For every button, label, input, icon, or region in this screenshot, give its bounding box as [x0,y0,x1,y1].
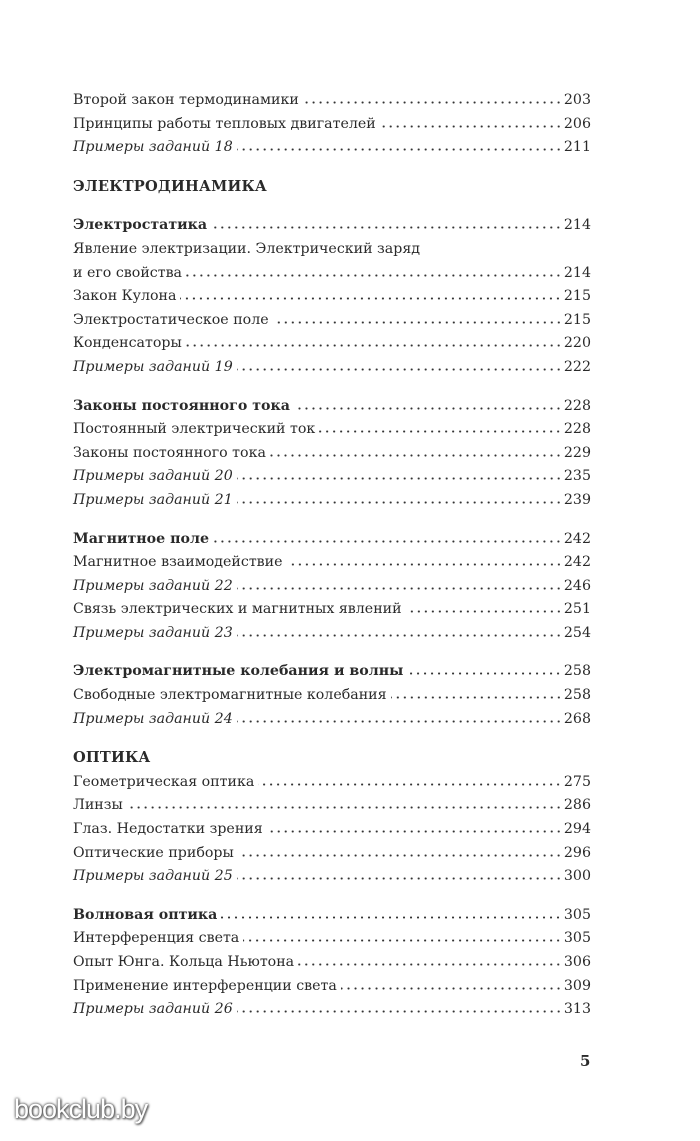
toc-entry [73,622,591,646]
toc-entry [73,489,591,513]
entry-title: Глаз. Недостатки зрения [73,821,263,838]
entry-page: 268 [563,710,591,727]
entry-page: 214 [563,217,591,234]
entry-page: 251 [563,601,591,618]
leader-dots [221,916,562,919]
toc-entry [73,418,591,442]
toc-entry [73,89,591,113]
entry-page: 222 [563,358,591,375]
entry-title: Магнитное взаимодействие [73,554,283,571]
table-of-contents [73,89,591,1037]
entry-page: 275 [563,773,591,790]
toc-entry [73,332,591,356]
entry-title: Применение интерференции света [73,977,337,994]
entry-title: Принципы работы тепловых двигателей [73,115,376,132]
toc-entry [73,927,591,951]
entry-title: Второй закон термодинамики [73,92,299,108]
leader-dots [213,540,562,543]
entry-page: 258 [563,687,591,704]
entry-title: Конденсаторы [73,335,182,352]
entry-page: 228 [563,397,591,414]
toc-group [73,660,591,731]
toc-entry [73,842,591,866]
entry-page: 305 [563,906,591,923]
entry-title: Волновая оптика [73,906,218,923]
leader-dots [406,610,562,613]
entry-page: 206 [563,115,591,132]
leader-dots [238,854,562,857]
leader-dots [303,101,562,104]
entry-title: Законы постоянного тока [73,397,290,414]
entry-page: 258 [563,663,591,680]
toc-group [73,904,591,1022]
leader-dots [237,368,562,371]
leader-dots [186,344,562,347]
entry-title: и его свойства [73,264,183,281]
toc-entry [73,708,591,732]
toc-entry [73,262,591,286]
entry-title: Свободные электромагнитные колебания [73,687,387,704]
entry-page: 214 [563,264,591,281]
entry-title: Примеры заданий 22 [73,577,233,594]
entry-page: 242 [563,530,591,547]
entry-page: 254 [563,624,591,641]
leader-dots [267,830,562,833]
toc-group [73,395,591,513]
entry-page: 294 [563,821,591,838]
entry-page: 229 [563,444,591,461]
leader-dots [270,454,562,457]
entry-title: Оптические приборы [73,844,234,861]
entry-title: Законы постоянного тока [73,444,266,461]
entry-page: 235 [563,468,591,485]
entry-title: Электростатическое поле [73,311,269,328]
entry-title: Линзы [73,797,123,814]
entry-title: Примеры заданий 20 [73,468,233,485]
toc-entry [73,214,591,238]
entry-title: Интерференция света [73,930,240,947]
leader-dots [391,696,562,699]
entry-page: 246 [563,577,591,594]
toc-group [73,89,591,160]
leader-dots [127,806,562,809]
entry-title: Связь электрических и магнитных явлений [73,601,402,618]
leader-dots [273,321,562,324]
toc-entry [73,771,591,795]
watermark-logo: bookclub.by [14,1094,148,1124]
entry-title: Геометрическая оптика [73,773,255,790]
entry-page: 309 [563,977,591,994]
leader-dots [237,877,562,880]
leader-dots [180,297,561,300]
entry-title: Примеры заданий 21 [73,491,233,508]
entry-title: Электростатика [73,217,208,234]
leader-dots [380,125,562,128]
entry-title: Примеры заданий 24 [73,710,233,727]
entry-page: 300 [563,868,591,885]
toc-entry [73,660,591,684]
entry-page: 286 [563,797,591,814]
entry-title: Примеры заданий 19 [73,358,233,375]
leader-dots [319,430,562,433]
toc-entry [73,442,591,466]
entry-page: 215 [563,311,591,328]
leader-dots [237,1010,562,1013]
entry-page: 305 [563,930,591,947]
toc-entry [73,818,591,842]
toc-entry [73,285,591,309]
entry-title: Магнитное поле [73,530,209,547]
entry-page: 211 [563,139,591,156]
leader-dots [258,783,562,786]
toc-group [73,214,591,379]
entry-title: Опыт Юнга. Кольца Ньютона [73,954,295,970]
entry-title: Примеры заданий 25 [73,868,233,885]
toc-entry [73,356,591,380]
entry-title: Электромагнитные колебания и волны [73,663,404,680]
toc-entry [73,794,591,818]
entry-page: 220 [563,335,591,352]
toc-group [73,771,591,889]
leader-dots [237,148,562,151]
section-heading: ОПТИКА [73,749,151,767]
leader-dots [237,587,562,590]
toc-entry [73,684,591,708]
leader-dots [211,226,562,229]
toc-entry [73,528,591,552]
toc-entry [73,113,591,137]
toc-entry [73,395,591,419]
toc-entry [73,865,591,889]
toc-group [73,528,591,646]
entry-title: Примеры заданий 26 [73,1001,233,1018]
leader-dots [298,963,562,966]
toc-entry [73,951,591,975]
entry-page: 296 [563,844,591,861]
section-heading: ЭЛЕКТРОДИНАМИКА [73,177,268,195]
entry-page: 203 [563,92,591,108]
leader-dots [407,672,562,675]
toc-entry [73,575,591,599]
entry-page: 215 [563,288,591,305]
leader-dots [287,563,562,566]
leader-dots [243,939,562,942]
entry-title: Примеры заданий 18 [73,139,233,156]
page-number: 5 [580,1052,591,1070]
leader-dots [237,720,562,723]
toc-entry [73,998,591,1022]
leader-dots [237,634,562,637]
leader-dots [237,501,562,504]
toc-entry [73,551,591,575]
entry-title: Явление электризации. Электрический заряд [73,240,421,257]
entry-page: 306 [563,954,591,970]
toc-entry [73,904,591,928]
entry-page: 242 [563,554,591,571]
entry-title: Примеры заданий 23 [73,624,233,641]
entry-title: Закон Кулона [73,288,177,305]
leader-dots [237,477,562,480]
entry-page: 313 [563,1001,591,1018]
toc-entry [73,465,591,489]
entry-title: Постоянный электрический ток [73,421,316,438]
toc-entry [73,975,591,999]
leader-dots [294,407,562,410]
leader-dots [341,987,562,990]
toc-entry [73,598,591,622]
leader-dots [186,274,562,277]
toc-entry [73,136,591,160]
entry-page: 239 [563,491,591,508]
toc-entry [73,309,591,333]
entry-page: 228 [563,421,591,438]
toc-entry [73,238,591,262]
